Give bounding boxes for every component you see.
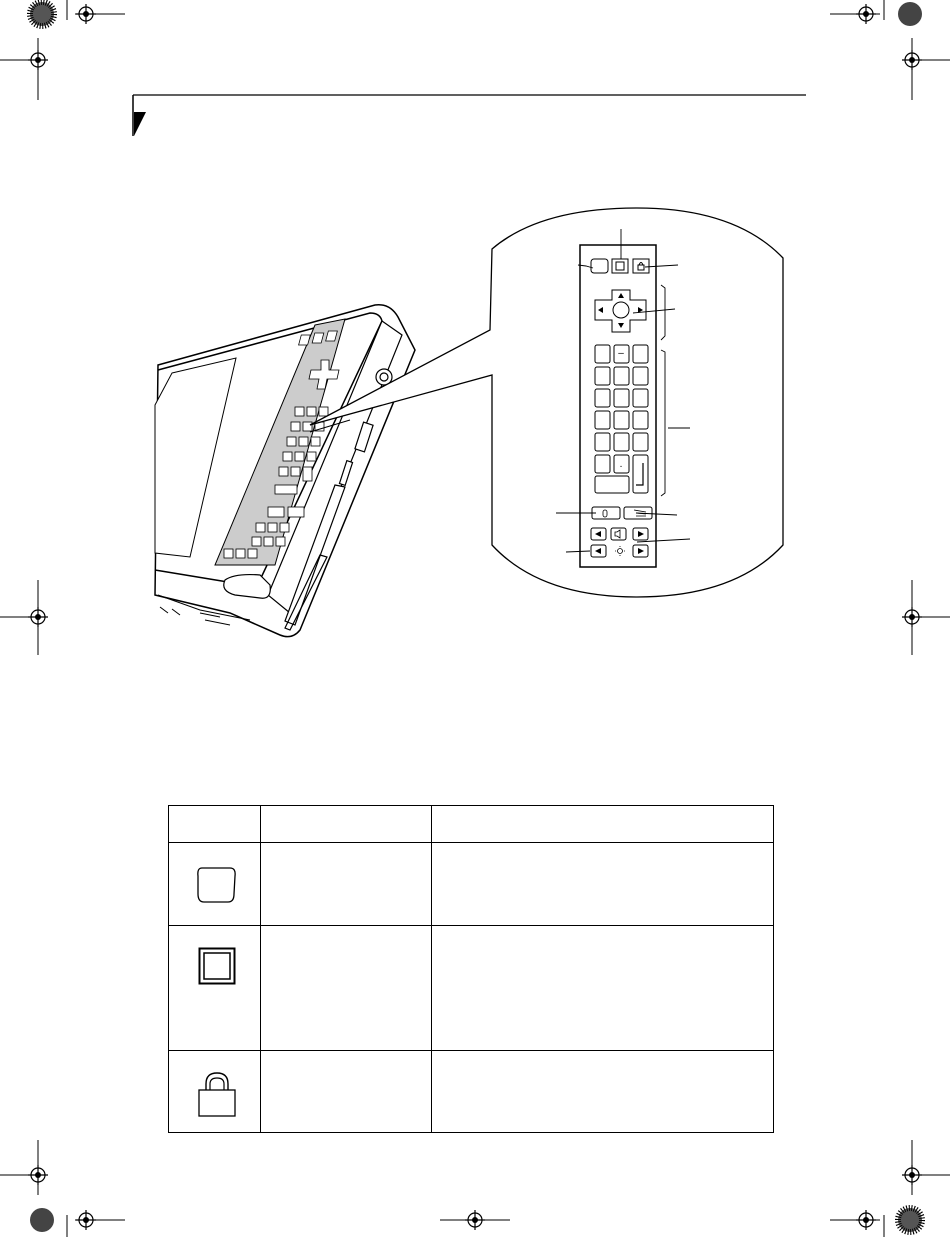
keypad-minus-label: – [618, 348, 624, 359]
keypad-dot-label: . [619, 459, 623, 470]
button-description-table [168, 805, 774, 1133]
button-panel-magnified [540, 225, 700, 585]
blank-button-icon [591, 259, 608, 273]
table-row-divider [169, 1050, 773, 1051]
lock-icon [197, 1070, 237, 1118]
table-row-divider [169, 842, 773, 843]
table-row-divider [169, 925, 773, 926]
table-column-divider [260, 806, 261, 1132]
display-button-icon [198, 947, 236, 985]
starburst-icon [898, 1208, 922, 1232]
rounded-button-icon [196, 866, 238, 904]
starburst-icon [30, 1208, 54, 1232]
table-column-divider [431, 806, 432, 1132]
